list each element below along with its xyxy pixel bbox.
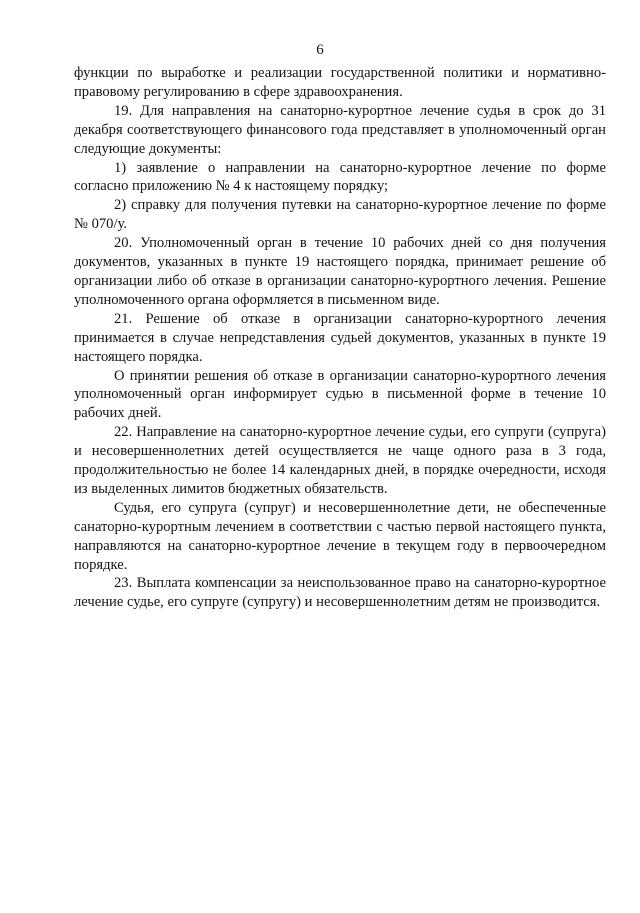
paragraph-item-22: 22. Направление на санаторно-курортное лечение судьи, его супруги (супруга) и несовершеннолетних детей осуществляется не чаще одного раза в 3 года, продолжительностью не более 14 календарных дней, в порядке очередности, исходя из выделенных лимитов бюджетных обязательств.	[74, 424, 606, 497]
paragraph-item-22-part-2: Судья, его супруга (супруг) и несовершеннолетние дети, не обеспеченные санаторно-курортным лечением в соответствии с частью первой настоящего пункта, направляются на санаторно-курортное лечение в текущем году в первоочередном порядке.	[74, 499, 606, 573]
paragraph-continuation: функции по выработке и реализации государственной политики и нормативно-правовому регулированию в сфере здравоохранения.	[74, 65, 606, 100]
paragraph-item-20: 20. Уполномоченный орган в течение 10 рабочих дней со дня получения документов, указанных в пункте 19 настоящего порядка, принимает решение об организации либо об отказе в организации санаторно-курортного лечения. Решение уполномоченного органа оформляется в письменном виде.	[74, 235, 606, 308]
paragraph-subitem-2: 2) справку для получения путевки на санаторно-курортное лечение по форме № 070/у.	[74, 197, 606, 233]
page-number: 6	[316, 42, 324, 58]
document-body	[74, 64, 606, 612]
paragraph-item-21: 21. Решение об отказе в организации санаторно-курортного лечения принимается в случае непредставления судьей документов, указанных в пункте 19 настоящего порядка.	[74, 310, 606, 365]
paragraph-item-23: 23. Выплата компенсации за неиспользованное право на санаторно-курортное лечение судье, его супруге (супругу) и несовершеннолетним детям не производится.	[74, 575, 606, 611]
paragraph-item-21-part-2: О принятии решения об отказе в организации санаторно-курортного лечения уполномоченный орган информирует судью в письменной форме в течение 10 рабочих дней.	[74, 367, 606, 422]
paragraph-subitem-1: 1) заявление о направлении на санаторно-курортное лечение по форме согласно приложению № 4 к настоящему порядку;	[74, 159, 606, 195]
paragraph-item-19: 19. Для направления на санаторно-курортное лечение судья в срок до 31 декабря соответствующего финансового года представляет в уполномоченный орган следующие документы:	[74, 102, 606, 157]
